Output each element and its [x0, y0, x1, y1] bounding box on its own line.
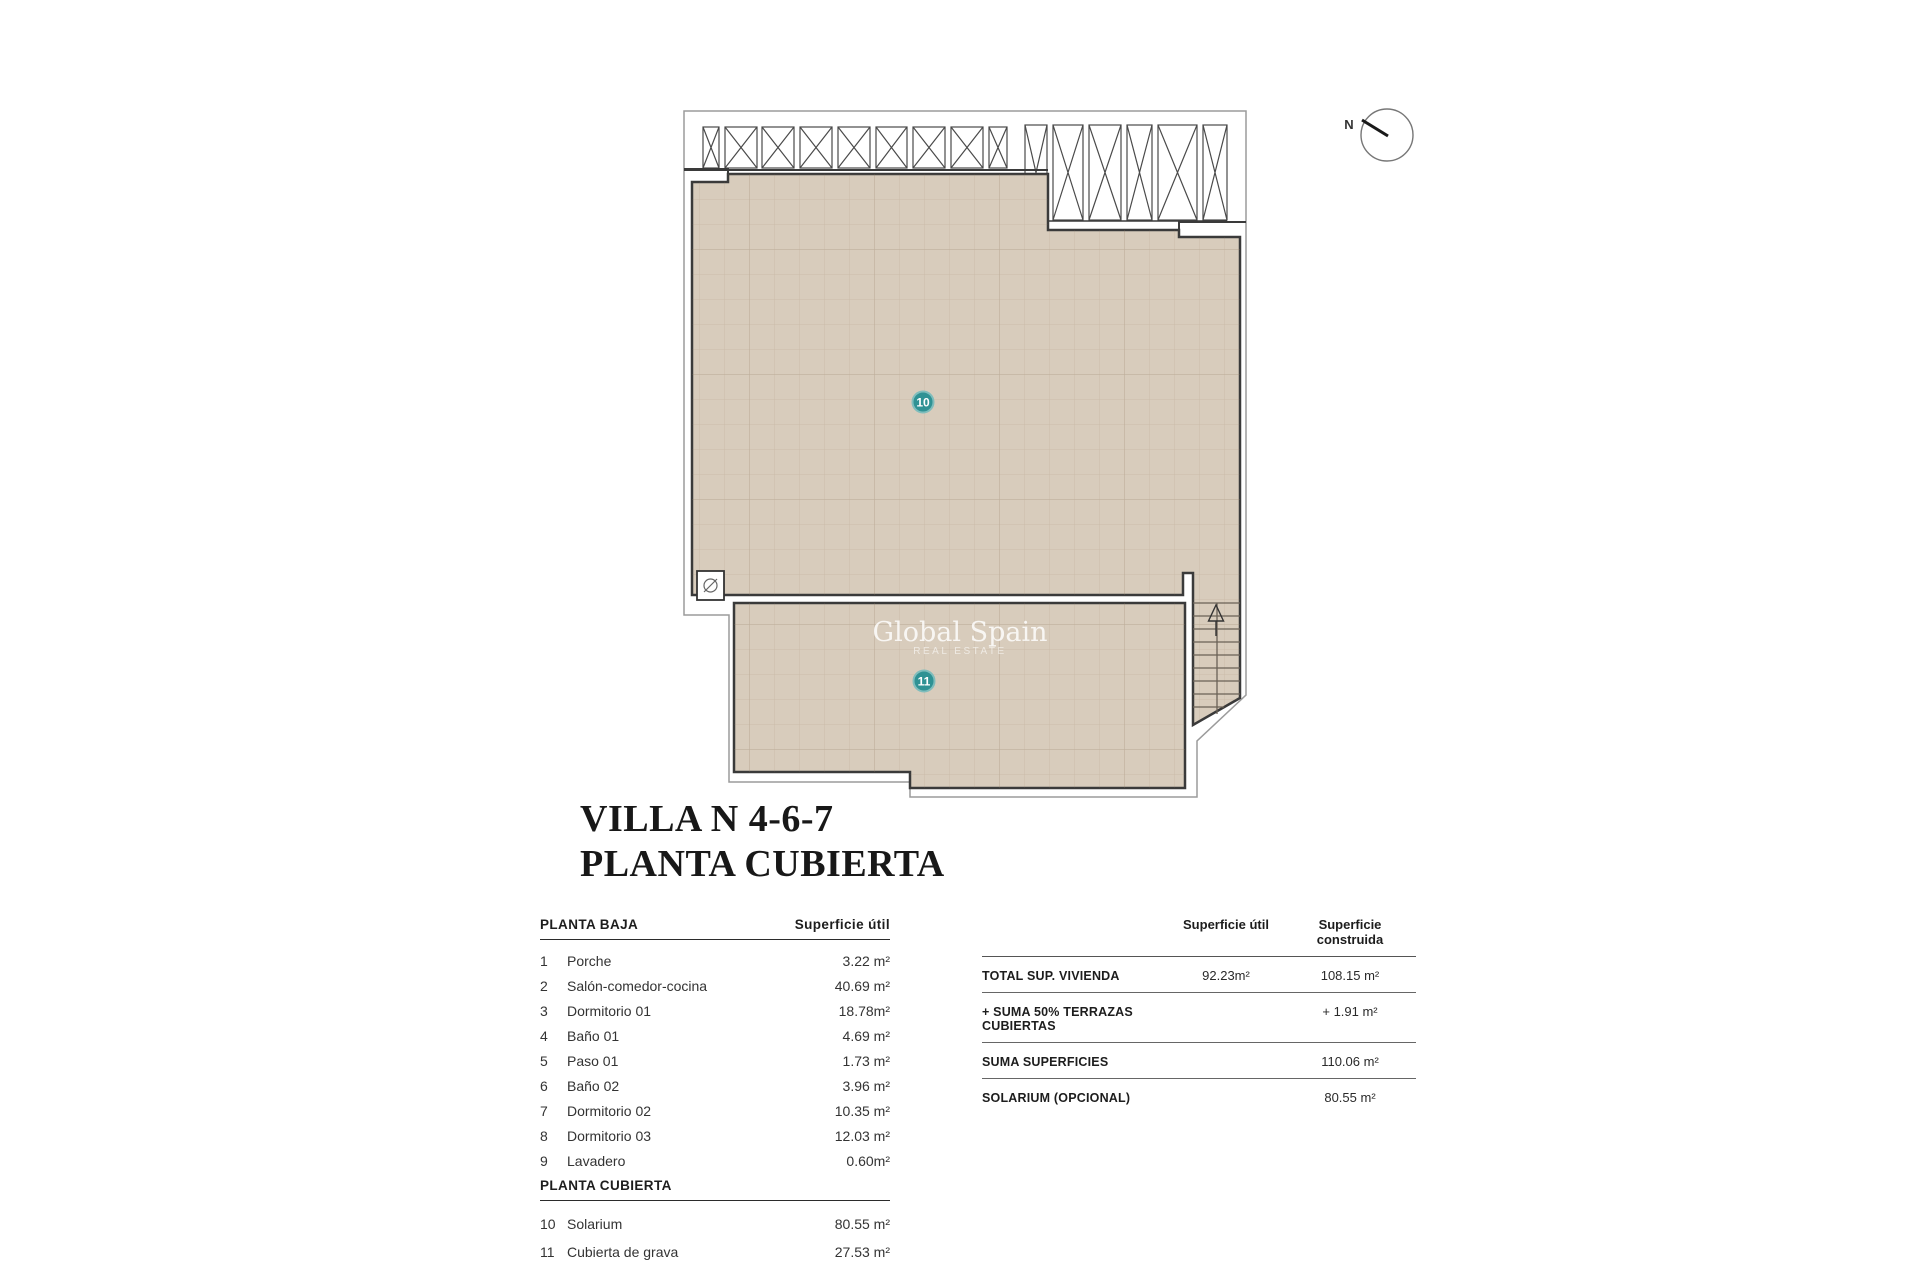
notch-top-right [1179, 222, 1246, 237]
row-number: 10 [540, 1216, 556, 1232]
sum-label: SUMA SUPERFICIES [982, 1055, 1109, 1069]
room-area: 1.73 m² [842, 1053, 890, 1069]
table-row [540, 1078, 890, 1095]
room-area: 0.60m² [846, 1153, 890, 1169]
table-row [540, 1003, 890, 1020]
column-header-util: Superficie útil [1183, 917, 1269, 932]
section-title: PLANTA BAJA [540, 917, 639, 932]
room-name: Paso 01 [567, 1053, 619, 1069]
room-area: 18.78m² [838, 1003, 890, 1019]
planta-cubierta-rows [540, 1216, 890, 1261]
room-name: Baño 01 [567, 1028, 620, 1044]
row-number: 2 [540, 978, 548, 994]
north-needle-icon [1362, 120, 1388, 136]
planta-baja-rows [540, 953, 890, 1170]
row-number: 6 [540, 1078, 548, 1094]
terraces-constr-value: + 1.91 m² [1322, 1004, 1378, 1019]
table-row [540, 1103, 890, 1120]
row-number: 3 [540, 1003, 548, 1019]
compass [1344, 109, 1413, 161]
room-area: 40.69 m² [834, 978, 890, 994]
pergola-beams-left [703, 127, 1007, 168]
row-number: 4 [540, 1028, 548, 1044]
total-constr-value: 108.15 m² [1320, 968, 1380, 983]
total-util-value: 92.23m² [1202, 968, 1250, 983]
table-row [540, 1053, 890, 1070]
plan-title-line1: VILLA N 4-6-7 [580, 798, 834, 840]
plan-title [580, 797, 1140, 887]
section-title: PLANTA CUBIERTA [540, 1178, 672, 1193]
room-area: 3.22 m² [842, 953, 890, 969]
column-header-constr: Superficie construida [1316, 917, 1384, 947]
solarium-label: SOLARIUM (OPCIONAL) [982, 1091, 1131, 1105]
svg-text:11: 11 [917, 674, 931, 689]
room-badge-10 [913, 392, 934, 413]
table-row [540, 1244, 890, 1261]
row-number: 1 [540, 953, 548, 969]
table-row [540, 1028, 890, 1045]
column-header-util: Superficie útil [794, 917, 890, 932]
row-number: 5 [540, 1053, 548, 1069]
table-row [982, 1043, 1416, 1079]
room-name: Porche [567, 953, 612, 969]
room-name: Dormitorio 02 [567, 1103, 652, 1119]
table-row [982, 993, 1416, 1043]
room-name: Salón-comedor-cocina [567, 978, 708, 994]
plan-title-line2: PLANTA CUBIERTA [580, 843, 945, 885]
room-badge-11 [914, 671, 935, 692]
room-area: 12.03 m² [834, 1128, 890, 1144]
planta-cubierta-header [540, 1178, 890, 1201]
drain-icon [697, 571, 724, 600]
table-row [540, 978, 890, 995]
room-area: 10.35 m² [834, 1103, 890, 1119]
room-name: Dormitorio 01 [567, 1003, 652, 1019]
room-name: Solarium [567, 1216, 623, 1232]
spacer [982, 917, 1168, 947]
totals-table [982, 917, 1416, 1114]
table-row [540, 953, 890, 970]
room-area: 27.53 m² [834, 1244, 890, 1260]
room-areas-table [540, 917, 890, 1272]
planta-baja-header [540, 917, 890, 940]
row-number: 7 [540, 1103, 548, 1119]
solarium-constr-value: 80.55 m² [1324, 1090, 1376, 1105]
row-number: 11 [540, 1244, 555, 1260]
table-row [540, 1216, 890, 1233]
table-row [540, 1128, 890, 1145]
watermark-brand: Global Spain [872, 617, 1048, 648]
room-name: Dormitorio 03 [567, 1128, 652, 1144]
watermark-subtitle: REAL ESTATE [913, 646, 1007, 657]
terraces-label: + SUMA 50% TERRAZAS CUBIERTAS [982, 1005, 1133, 1033]
row-number: 8 [540, 1128, 548, 1144]
room-name: Cubierta de grava [567, 1244, 679, 1260]
compass-north-label: N [1344, 117, 1354, 132]
room-name: Baño 02 [567, 1078, 620, 1094]
room-area: 4.69 m² [842, 1028, 890, 1044]
pergola-beams-right [1025, 125, 1227, 220]
table-row [982, 957, 1416, 993]
total-label: TOTAL SUP. VIVIENDA [982, 969, 1120, 983]
row-number: 9 [540, 1153, 548, 1169]
svg-text:10: 10 [916, 395, 930, 410]
table-row [540, 1153, 890, 1170]
table-row [982, 1079, 1416, 1114]
totals-table-header [982, 917, 1416, 957]
room-area: 3.96 m² [842, 1078, 890, 1094]
room-name: Lavadero [567, 1153, 626, 1169]
room-area: 80.55 m² [834, 1216, 890, 1232]
sum-constr-value: 110.06 m² [1321, 1054, 1379, 1069]
